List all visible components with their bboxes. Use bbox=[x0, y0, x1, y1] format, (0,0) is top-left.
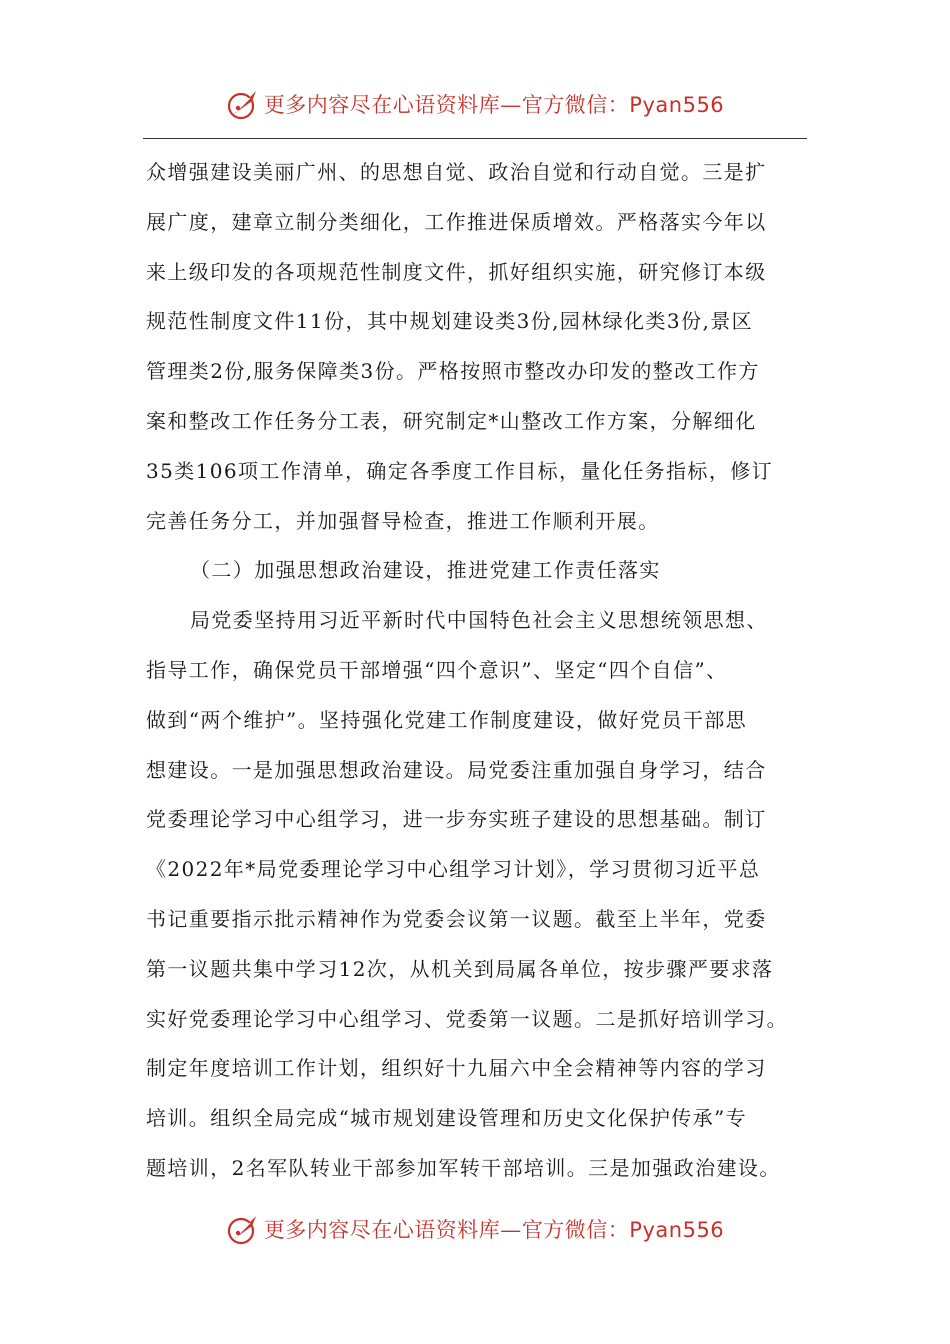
text-line: 做到“两个维护”。坚持强化党建工作制度建设，做好党员干部思 bbox=[146, 707, 748, 732]
text-line: 展广度，建章立制分类细化，工作推进保质增效。严格落实今年以 bbox=[146, 209, 767, 234]
text-line: 想建设。一是加强思想政治建设。局党委注重加强自身学习，结合 bbox=[146, 757, 767, 782]
text-line: 35类106项工作清单，确定各季度工作目标，量化任务指标，修订 bbox=[146, 458, 774, 483]
text-line: 来上级印发的各项规范性制度文件，抓好组织实施，研究修订本级 bbox=[146, 259, 767, 284]
banner-text: 更多内容尽在心语资料库—官方微信：Pyan556 bbox=[263, 93, 725, 117]
text-line: 指导工作，确保党员干部增强“四个意识”、坚定“四个自信”、 bbox=[146, 657, 728, 682]
text-line: 题培训，2名军队转业干部参加军转干部培训。三是加强政治建设。 bbox=[146, 1155, 781, 1180]
quill-pen-icon bbox=[226, 1212, 260, 1246]
banner-text: 更多内容尽在心语资料库—官方微信：Pyan556 bbox=[263, 1218, 725, 1242]
text-line: 书记重要指示批示精神作为党委会议第一议题。截至上半年，党委 bbox=[146, 906, 767, 931]
text-line: 培训。组织全局完成“城市规划建设管理和历史文化保护传承”专 bbox=[146, 1106, 748, 1131]
text-line: 实好党委理论学习中心组学习、党委第一议题。二是抓好培训学习。 bbox=[146, 1006, 788, 1031]
text-line: 制定年度培训工作计划，组织好十九届六中全会精神等内容的学习 bbox=[146, 1056, 767, 1081]
text-line: 案和整改工作任务分工表，研究制定*山整改工作方案，分解细化 bbox=[146, 408, 757, 433]
text-line: 完善任务分工，并加强督导检查，推进工作顺利开展。 bbox=[146, 508, 660, 533]
text-line: 管理类2份,服务保障类3份。严格按照市整改办印发的整改工作方 bbox=[146, 359, 760, 384]
text-line: 规范性制度文件11份，其中规划建设类3份,园林绿化类3份,景区 bbox=[146, 309, 754, 334]
paragraph-first-line: 局党委坚持用习近平新时代中国特色社会主义思想统领思想、 bbox=[190, 608, 768, 633]
text-line: 第一议题共集中学习12次，从机关到局属各单位，按步骤严要求落 bbox=[146, 956, 774, 981]
header-divider bbox=[143, 138, 807, 139]
text-line: 众增强建设美丽广州、的思想自觉、政治自觉和行动自觉。三是扩 bbox=[146, 160, 767, 184]
document-body bbox=[146, 148, 814, 1194]
text-line: 《2022年*局党委理论学习中心组学习计划》，学习贯彻习近平总 bbox=[146, 857, 761, 882]
footer-banner bbox=[0, 1209, 950, 1249]
text-line: 党委理论学习中心组学习，进一步夯实班子建设的思想基础。制订 bbox=[146, 807, 767, 832]
section-heading: （二）加强思想政治建设，推进党建工作责任落实 bbox=[190, 558, 661, 583]
header-banner bbox=[0, 84, 950, 124]
quill-pen-icon bbox=[226, 87, 260, 121]
